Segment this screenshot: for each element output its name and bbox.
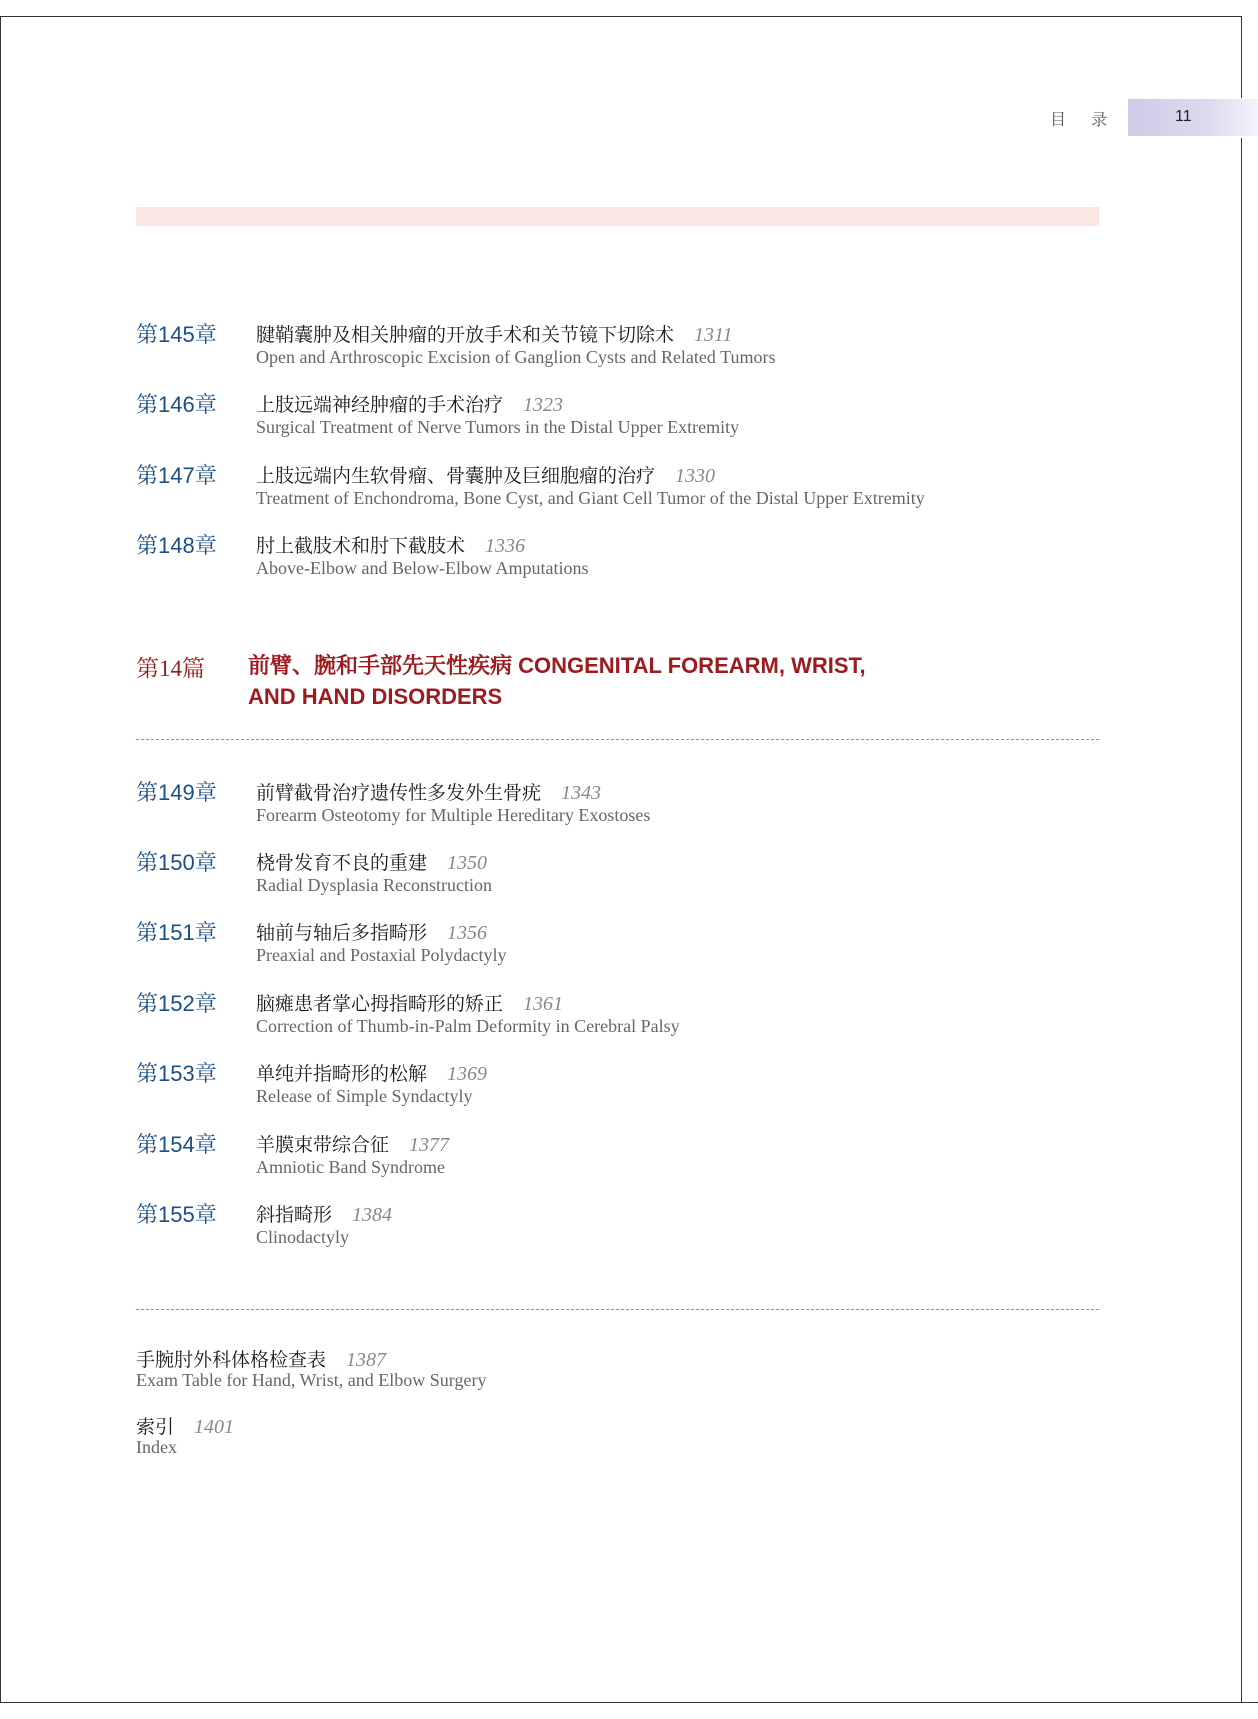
chapter-title-zh: 羊膜束带综合征 1377 <box>256 1134 450 1156</box>
chapter-title-zh: 桡骨发育不良的重建 1350 <box>256 852 488 874</box>
part-title <box>248 650 1008 712</box>
chapter-title-zh: 上肢远端神经肿瘤的手术治疗 1323 <box>256 394 564 416</box>
chapter-page: 1384 <box>352 1204 393 1226</box>
page-number: 11 <box>1175 108 1192 125</box>
page-border-right <box>1241 138 1242 1702</box>
chapter-number: 第154章 <box>136 1132 217 1157</box>
chapter-page: 1343 <box>561 782 602 804</box>
chapter-number: 第149章 <box>136 780 217 805</box>
chapter-title-zh: 上肢远端内生软骨瘤、骨囊肿及巨细胞瘤的治疗 1330 <box>256 465 716 487</box>
chapter-title-en: Clinodactyly <box>256 1227 349 1247</box>
chapter-number: 第151章 <box>136 920 217 945</box>
dashed-divider <box>136 739 1099 740</box>
index-title-zh: 索引 1401 <box>136 1416 235 1438</box>
chapter-title-zh: 腱鞘囊肿及相关肿瘤的开放手术和关节镜下切除术 1311 <box>256 324 733 346</box>
part-number: 第14篇 <box>136 656 205 681</box>
chapter-page: 1377 <box>409 1134 450 1156</box>
chapter-page: 1369 <box>447 1063 488 1085</box>
chapter-title-en: Forearm Osteotomy for Multiple Hereditary Exostoses <box>256 805 651 825</box>
appendix-title-en: Exam Table for Hand, Wrist, and Elbow Surgery <box>136 1370 487 1390</box>
chapter-title-zh: 前臂截骨治疗遗传性多发外生骨疣 1343 <box>256 782 602 804</box>
chapter-title-en: Amniotic Band Syndrome <box>256 1157 445 1177</box>
chapter-title-en: Above-Elbow and Below-Elbow Amputations <box>256 558 589 578</box>
chapter-number: 第146章 <box>136 392 217 417</box>
chapter-number: 第150章 <box>136 850 217 875</box>
dashed-divider <box>136 1309 1099 1310</box>
chapter-number: 第147章 <box>136 463 217 488</box>
page-border-right <box>1241 16 1242 98</box>
chapter-title-en: Treatment of Enchondroma, Bone Cyst, and Giant Cell Tumor of the Distal Upper Extremity <box>256 488 925 508</box>
chapter-page: 1330 <box>675 465 716 487</box>
chapter-title-zh: 轴前与轴后多指畸形 1356 <box>256 922 488 944</box>
page-number-tab <box>1128 99 1258 136</box>
page-border-top <box>0 16 1242 17</box>
chapter-page: 1350 <box>447 852 488 874</box>
index-page: 1401 <box>194 1416 235 1438</box>
page-border-bottom <box>0 1702 1258 1703</box>
chapter-number: 第152章 <box>136 991 217 1016</box>
chapter-title-en: Correction of Thumb-in-Palm Deformity in Cerebral Palsy <box>256 1016 680 1036</box>
decorative-band <box>136 207 1099 226</box>
chapter-page: 1311 <box>694 324 733 346</box>
chapter-number: 第155章 <box>136 1202 217 1227</box>
chapter-title-en: Open and Arthroscopic Excision of Ganglion Cysts and Related Tumors <box>256 347 776 367</box>
chapter-title-zh: 脑瘫患者掌心拇指畸形的矫正 1361 <box>256 993 564 1015</box>
chapter-title-zh: 肘上截肢术和肘下截肢术 1336 <box>256 535 526 557</box>
chapter-page: 1336 <box>485 535 526 557</box>
chapter-title-en: Radial Dysplasia Reconstruction <box>256 875 492 895</box>
chapter-title-zh: 单纯并指畸形的松解 1369 <box>256 1063 488 1085</box>
chapter-page: 1356 <box>447 922 488 944</box>
chapter-title-en: Preaxial and Postaxial Polydactyly <box>256 945 507 965</box>
chapter-page: 1323 <box>523 394 564 416</box>
chapter-title-en: Release of Simple Syndactyly <box>256 1086 473 1106</box>
chapter-title-zh: 斜指畸形 1384 <box>256 1204 393 1226</box>
appendix-title-zh: 手腕肘外科体格检查表 1387 <box>136 1349 387 1371</box>
part-title-line: AND HAND DISORDERS <box>248 684 503 709</box>
chapter-number: 第148章 <box>136 533 217 558</box>
part-title-line: 前臂、腕和手部先天性疾病 CONGENITAL FOREARM, WRIST, <box>248 653 866 678</box>
index-title-en: Index <box>136 1437 177 1457</box>
page-border-left <box>0 16 1 1702</box>
chapter-title-en: Surgical Treatment of Nerve Tumors in the Distal Upper Extremity <box>256 417 740 437</box>
header-section-label: 目 录 <box>1050 110 1118 129</box>
chapter-number: 第145章 <box>136 322 217 347</box>
appendix-page: 1387 <box>346 1349 387 1371</box>
chapter-page: 1361 <box>523 993 564 1015</box>
chapter-number: 第153章 <box>136 1061 217 1086</box>
